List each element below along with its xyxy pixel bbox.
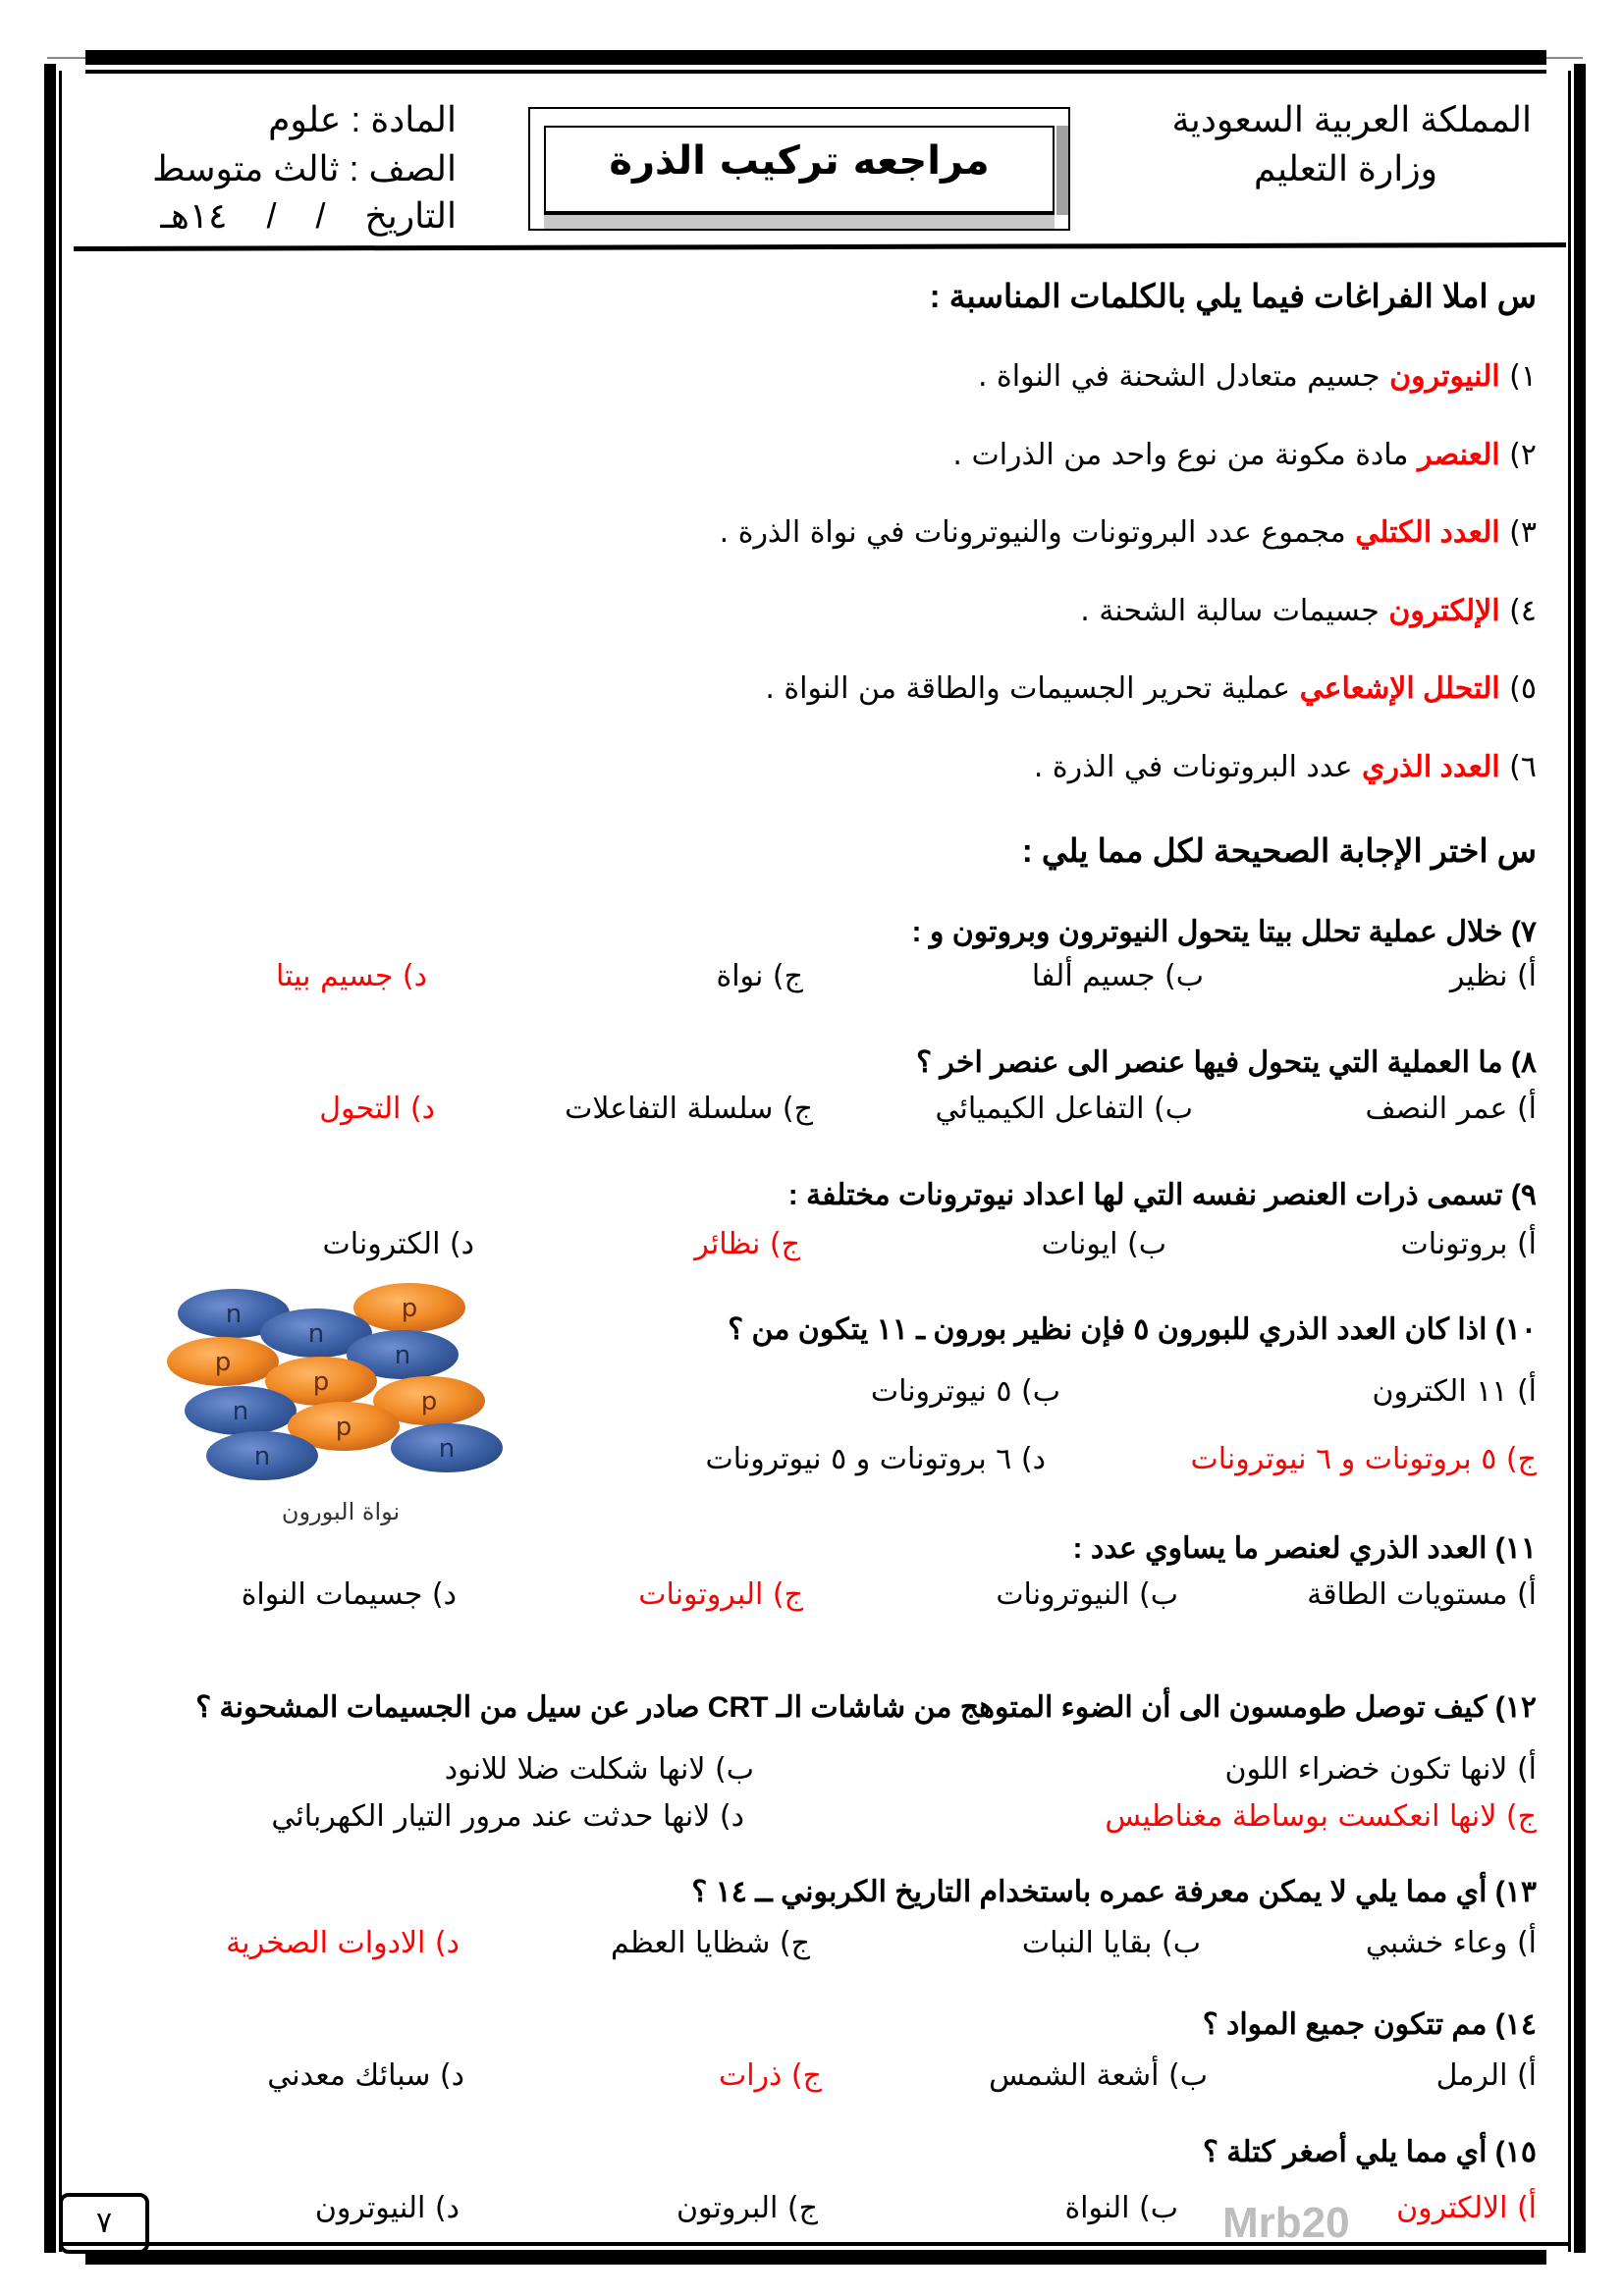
particle-label: p bbox=[401, 1294, 418, 1323]
item-text: مجموع عدد البروتونات والنيوترونات في نواة الذرة . bbox=[719, 515, 1346, 550]
frame-top-line bbox=[85, 70, 1546, 74]
answer-option: ب) النيوترونات bbox=[996, 1577, 1178, 1612]
answer-option: د) النيوترون bbox=[314, 2191, 460, 2225]
answer-option: أ) عمر النصف bbox=[1365, 1092, 1537, 1126]
date-label: التاريخ / / ١٤هـ bbox=[160, 195, 457, 236]
particle-label: n bbox=[394, 1341, 411, 1370]
item-answer: النيوترون bbox=[1389, 360, 1500, 393]
fill-blank-item bbox=[720, 511, 1537, 555]
particle-label: p bbox=[335, 1413, 352, 1442]
answer-option-correct: د) جسيم بيتا bbox=[275, 959, 427, 993]
fill-blank-item bbox=[952, 434, 1537, 477]
item-answer: العدد الكتلي bbox=[1355, 516, 1500, 549]
answer-option-correct: ج) ذرات bbox=[718, 2058, 822, 2093]
particle-label: n bbox=[225, 1300, 243, 1329]
item-answer: العدد الذري bbox=[1362, 751, 1500, 783]
answer-option-correct: ج) نظائر bbox=[694, 1227, 800, 1261]
frame-right-bar bbox=[1574, 64, 1586, 2253]
question-text: ١٥) أي مما يلي أصغر كتلة ؟ bbox=[1203, 2136, 1537, 2168]
item-number: ٣) bbox=[1509, 515, 1537, 550]
page-title: مراجعه تركيب الذرة bbox=[609, 138, 990, 184]
ministry-name: وزارة التعليم bbox=[1254, 148, 1437, 188]
particle-label: n bbox=[253, 1442, 271, 1471]
particle-label: n bbox=[307, 1319, 325, 1349]
particle-label: p bbox=[214, 1348, 232, 1377]
subject-label: المادة : علوم bbox=[268, 99, 457, 139]
answer-option-correct: ج) البروتونات bbox=[638, 1577, 803, 1612]
item-answer: التحلل الإشعاعي bbox=[1299, 672, 1500, 705]
item-answer: العنصر bbox=[1418, 439, 1500, 471]
answer-option: ج) سلسلة التفاعلات bbox=[565, 1092, 813, 1126]
particle-label: p bbox=[312, 1367, 330, 1397]
answer-option: د) الكترونات bbox=[322, 1227, 474, 1261]
section1-heading: س املا الفراغات فيما يلي بالكلمات المناسبة : bbox=[929, 278, 1537, 314]
answer-option: ج) البروتون bbox=[676, 2191, 818, 2225]
particle-label: n bbox=[438, 1434, 456, 1464]
answer-option: أ) بروتونات bbox=[1400, 1227, 1537, 1261]
page-number: ٧ bbox=[59, 2193, 149, 2254]
fill-blank-item bbox=[1080, 590, 1537, 633]
answer-option: ب) أشعة الشمس bbox=[989, 2058, 1208, 2093]
item-number: ٤) bbox=[1509, 594, 1537, 628]
item-text: جسيمات سالبة الشحنة . bbox=[1080, 594, 1380, 628]
item-number: ١) bbox=[1509, 359, 1537, 394]
question-text: ٩) تسمى ذرات العنصر نفسه التي لها اعداد نيوترونات مختلفة : bbox=[787, 1179, 1537, 1211]
question-text: ٧) خلال عملية تحلل بيتا يتحول النيوترون وبروتون و : bbox=[911, 916, 1537, 948]
answer-option: ب) جسيم ألفا bbox=[1031, 959, 1204, 993]
answer-option-correct: د) التحول bbox=[319, 1092, 435, 1126]
title-box bbox=[528, 107, 1070, 231]
grade-label: الصف : ثالث متوسط bbox=[152, 148, 457, 188]
answer-option-correct: د) الادوات الصخرية bbox=[226, 1926, 460, 1960]
frame-left-inner bbox=[59, 71, 62, 2252]
answer-option: د) جسيمات النواة bbox=[241, 1577, 457, 1612]
answer-option: ب) ٥ نيوترونات bbox=[870, 1374, 1060, 1409]
particle-label: n bbox=[232, 1397, 249, 1426]
figure-caption: نواة البورون bbox=[281, 1498, 401, 1525]
item-number: ٦) bbox=[1509, 750, 1537, 784]
answer-option-correct: ج) ٥ بروتونات و ٦ نيوترونات bbox=[1190, 1442, 1537, 1476]
item-answer: الإلكترون bbox=[1388, 595, 1500, 627]
answer-option: أ) لانها تكون خضراء اللون bbox=[1224, 1752, 1537, 1787]
question-text: ١٠) اذا كان العدد الذري للبورون ٥ فإن نظير بورون ـ ١١ يتكون من ؟ bbox=[728, 1313, 1537, 1346]
country-name: المملكة العربية السعودية bbox=[1171, 99, 1532, 139]
answer-option: د) لانها حدثت عند مرور التيار الكهربائي bbox=[271, 1799, 744, 1834]
item-text: مادة مكونة من نوع واحد من الذرات . bbox=[952, 438, 1409, 472]
title-box-bevel-bottom bbox=[544, 213, 1055, 229]
question-text: ١١) العدد الذري لعنصر ما يساوي عدد : bbox=[1072, 1532, 1537, 1565]
question-text: ١٣) أي مما يلي لا يمكن معرفة عمره باستخدام التاريخ الكربوني ــ ١٤ ؟ bbox=[691, 1876, 1537, 1908]
fill-blank-item bbox=[1034, 746, 1537, 789]
frame-left-bar bbox=[44, 64, 56, 2253]
answer-option: ج) شظايا العظم bbox=[610, 1926, 810, 1960]
frame-right-inner bbox=[1568, 71, 1571, 2252]
answer-option-correct: أ) الالكترون bbox=[1396, 2191, 1537, 2225]
answer-option: أ) ١١ الكترون bbox=[1372, 1374, 1537, 1409]
question-text: ١٢) كيف توصل طومسون الى أن الضوء المتوهج من شاشات الـ CRT صادر عن سيل من الجسيمات المشحونة ؟ bbox=[195, 1691, 1537, 1724]
frame-top-bar bbox=[85, 50, 1546, 65]
answer-option: د) ٦ بروتونات و ٥ نيوترونات bbox=[705, 1442, 1046, 1476]
answer-option: ب) النواة bbox=[1064, 2191, 1178, 2225]
item-text: عملية تحرير الجسيمات والطاقة من النواة . bbox=[765, 671, 1291, 706]
particle-label: p bbox=[420, 1387, 438, 1416]
section2-heading: س اختر الإجابة الصحيحة لكل مما يلي : bbox=[1021, 832, 1537, 869]
frame-bottom-bar bbox=[85, 2250, 1546, 2265]
question-text: ١٤) مم تتكون جميع المواد ؟ bbox=[1202, 2008, 1537, 2041]
answer-option: ج) نواة bbox=[716, 959, 803, 993]
answer-option: ب) التفاعل الكيميائي bbox=[935, 1092, 1193, 1126]
item-text: جسيم متعادل الشحنة في النواة . bbox=[977, 359, 1380, 394]
boron-nucleus-figure bbox=[147, 1256, 540, 1551]
answer-option: ب) بقايا النبات bbox=[1021, 1926, 1201, 1960]
item-number: ٢) bbox=[1509, 438, 1537, 472]
fill-blank-item bbox=[978, 355, 1537, 399]
answer-option-correct: ج) لانها انعكست بوساطة مغناطيس bbox=[1105, 1799, 1537, 1834]
answer-option: د) سبائك معدني bbox=[267, 2058, 464, 2093]
answer-option: أ) وعاء خشبي bbox=[1365, 1926, 1537, 1960]
fill-blank-item bbox=[765, 667, 1537, 711]
item-text: عدد البروتونات في الذرة . bbox=[1033, 750, 1353, 784]
header-divider bbox=[74, 242, 1566, 251]
answer-option: أ) نظير bbox=[1449, 959, 1537, 993]
question-text: ٨) ما العملية التي يتحول فيها عنصر الى عنصر اخر ؟ bbox=[916, 1046, 1537, 1079]
answer-option: أ) مستويات الطاقة bbox=[1307, 1577, 1537, 1612]
answer-option: ب) لانها شكلت ضلا للانود bbox=[444, 1752, 754, 1787]
item-number: ٥) bbox=[1509, 671, 1537, 706]
watermark: Mrb20 bbox=[1222, 2199, 1350, 2247]
answer-option: أ) الرمل bbox=[1435, 2058, 1537, 2093]
answer-option: ب) ايونات bbox=[1041, 1227, 1166, 1261]
